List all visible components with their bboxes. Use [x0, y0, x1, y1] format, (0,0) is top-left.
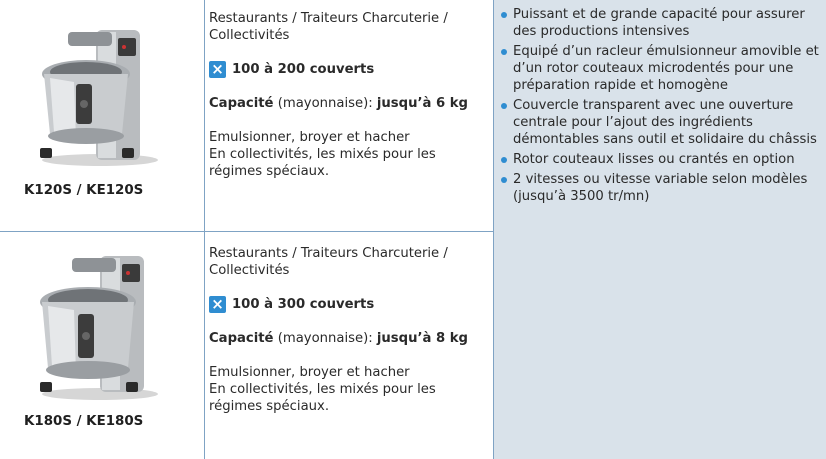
product-sectors: Restaurants / Traiteurs Charcuterie / Collectivités — [209, 11, 448, 43]
capacity-label: Capacité — [209, 96, 274, 111]
product-model: K120S / KE120S — [24, 183, 144, 198]
product-model: K180S / KE180S — [24, 414, 144, 429]
checkbox-x-icon: × — [209, 61, 226, 78]
capacity-line — [209, 330, 484, 347]
feature-item: Couvercle transparent avec une ouverture centrale pour l’ajout des ingrédients démontables sans outil et solidaire du châssis — [499, 97, 821, 148]
feature-item: 2 vitesses ou vitesse variable selon modèles (jusqu’à 3500 tr/mn) — [499, 171, 821, 205]
column-divider-right — [493, 0, 494, 459]
product-info — [209, 10, 484, 180]
k180s-machine-image — [26, 244, 174, 404]
column-divider-left — [204, 0, 205, 459]
capacity-line — [209, 95, 484, 112]
feature-item: Equipé d’un racleur émulsionneur amovible et d’un rotor couteaux microdentés pour une préparation rapide et homogène — [499, 43, 821, 94]
usage-line-1: Emulsionner, broyer et hacher — [209, 365, 410, 380]
usage-line-2: En collectivités, les mixés pour les régimes spéciaux. — [209, 147, 436, 179]
capacity-note: (mayonnaise): — [273, 331, 377, 346]
covers-line — [209, 296, 484, 313]
covers-line — [209, 61, 484, 78]
capacity-label: Capacité — [209, 331, 274, 346]
capacity-value: jusqu’à 8 kg — [376, 331, 468, 346]
usage-line-1: Emulsionner, broyer et hacher — [209, 130, 410, 145]
row-divider — [0, 231, 493, 232]
capacity-note: (mayonnaise): — [273, 96, 377, 111]
product-info — [209, 245, 484, 415]
usage-line-2: En collectivités, les mixés pour les régimes spéciaux. — [209, 382, 436, 414]
capacity-value: jusqu’à 6 kg — [376, 96, 468, 111]
product-sectors: Restaurants / Traiteurs Charcuterie / Collectivités — [209, 246, 448, 278]
checkbox-x-icon: × — [209, 296, 226, 313]
k120s-machine-image — [26, 12, 174, 172]
feature-item: Rotor couteaux lisses ou crantés en option — [499, 151, 821, 168]
feature-item: Puissant et de grande capacité pour assurer des productions intensives — [499, 6, 821, 40]
covers-count: 100 à 200 couverts — [232, 62, 375, 77]
covers-count: 100 à 300 couverts — [232, 297, 375, 312]
feature-list — [499, 6, 821, 208]
